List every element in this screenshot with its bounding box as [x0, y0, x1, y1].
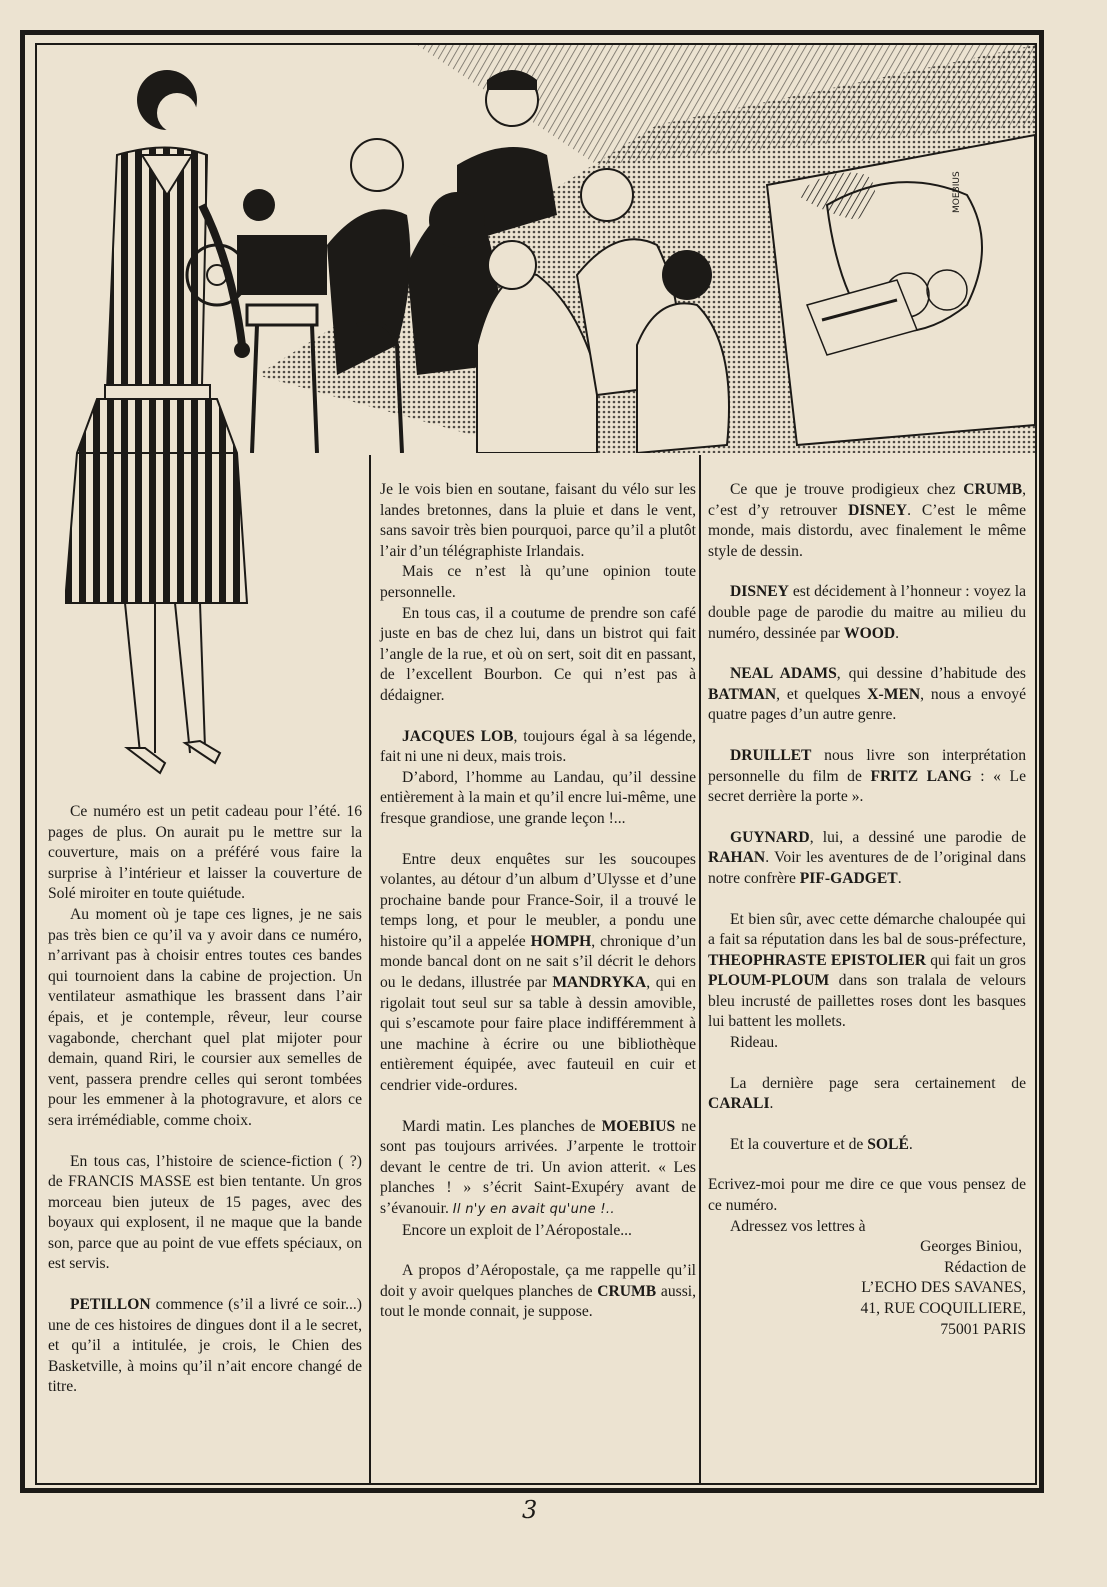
col3-paragraph: GUYNARD, lui, a dessiné une parodie de RAHAN. Voir les aventures de de l’original dans notre confrère PIF-GADGET.: [708, 828, 1026, 887]
signature-block: [708, 1237, 1026, 1340]
signature-line: 41, RUE COQUILLIERE,: [860, 1300, 1026, 1317]
col1-paragraph: Au moment où je tape ces lignes, je ne sais pas très bien ce qu’il va y avoir dans ce numéro, n’arrivant pas à choisir entres toutes ces bandes qui tournoient dans la cabine de projection. Un ventilateur asmathique les brassent dans l’air épais, et je contemple, rêveur, leur course vagabonde, cherchant quel plat mijoter pour demain, quand Riri, le coursier aux semelles de vent, passera prendre celles qui seront tombées pour les emmener à la photogravure, et alors ce sera irrémédiable, comme choix.: [48, 905, 362, 1129]
col3-paragraph: Ecrivez-moi pour me dire ce que vous pensez de ce numéro.: [708, 1176, 1026, 1215]
signature-line: Rédaction de: [944, 1258, 1026, 1276]
signature-line: 75001 PARIS: [940, 1320, 1026, 1338]
column-divider-1: [369, 455, 371, 1485]
col2-paragraph: Entre deux enquêtes sur les soucoupes volantes, au détour d’un album d’Ulysse et d’une prochaine bande pour France-Soir, il a trouvé le temps long, et pour le meubler, a pondu une histoire qu’il a appelée HOMPH, chronique d’un monde bancal dont on ne sait s’il décrit le dehors ou le dedans, illustrée par MANDRYKA, qui en rigolait tout seul sur sa table à dessin amovible, qui s’escamote pour faire place indifféremment à une machine à écrire ou une bibliothèque entièrement équipée, avec fauteuil en cuir et cendrier vide-ordures.: [380, 850, 696, 1095]
column-1: [48, 802, 362, 1398]
col3-paragraph: Ce que je trouve prodigieux chez CRUMB, c’est d’y retrouver DISNEY. C’est le même monde, mais distordu, avec finalement le même style de dessin.: [708, 481, 1026, 560]
col2-paragraph: JACQUES LOB, toujours égal à sa légende, fait ni une ni deux, mais trois.: [380, 727, 696, 766]
col2-paragraph: Mais ce n’est là qu’une opinion toute personnelle.: [380, 563, 696, 601]
col3-paragraph: DRUILLET nous livre son interprétation personnelle du film de FRITZ LANG : « Le secret derrière la porte ».: [708, 746, 1026, 806]
column-2: [380, 480, 696, 1323]
col3-paragraph: Adressez vos lettres à: [730, 1217, 866, 1235]
col1-paragraph: En tous cas, l’histoire de science-fiction ( ?) de FRANCIS MASSE est bien tentante. Un gros morceau bien juteux de 15 pages, avec des boyaux qui explosent, il ne maque que la bande son, parce que au point de vue effets spéciaux, on est servis.: [48, 1152, 362, 1273]
col2-paragraph: Mardi matin. Les planches de MOEBIUS ne sont pas toujours arrivées. J’arpente le trottoir devant le centre de tri. Un avion atterit. « Les planches ! » s’écrit Saint-Exupéry avant de s’évanouir. Il n'y en avait qu'une !..: [380, 1117, 696, 1217]
col1-paragraph: PETILLON commence (s’il a livré ce soir...) une de ces histoires de dingues dont il a le secret, et qu’il a intitulée, je crois, le Chien des Basketville, à moins qu’il n’ait encore changé de titre.: [48, 1296, 362, 1396]
col3-paragraph: Rideau.: [730, 1034, 779, 1052]
col3-paragraph: Et bien sûr, avec cette démarche chaloupée qui a fait sa réputation dans les bal de sous-préfecture, THEOPHRASTE EPISTOLIER qui fait un gros PLOUM-PLOUM dans son tralala de velours bleu incrusté de paillettes roses dont les basques lui battent les mollets.: [708, 910, 1026, 1031]
column-divider-2: [699, 455, 701, 1485]
handwritten-note: Il n'y en avait qu'une !..: [452, 1202, 615, 1217]
signature-line: L’ECHO DES SAVANES,: [861, 1279, 1026, 1297]
signature-line: Georges Biniou,: [920, 1238, 1022, 1256]
projectionist-legs: [65, 453, 265, 783]
col2-paragraph: D’abord, l’homme au Landau, qu’il dessine entièrement à la main et qu’il encre lui-même, une fresque grandiose, une grande leçon !...: [380, 768, 696, 827]
page-number: 3: [522, 1496, 538, 1524]
col3-paragraph: Et la couverture et de SOLÉ.: [730, 1135, 913, 1153]
col3-paragraph: NEAL ADAMS, qui dessine d’habitude des BATMAN, et quelques X-MEN, nous a envoyé quatre pages d’un autre genre.: [708, 665, 1026, 724]
col3-paragraph: La dernière page sera certainement de CARALI.: [708, 1074, 1026, 1113]
column-3: [708, 480, 1026, 1340]
artist-signature: MOEBIUS: [952, 171, 962, 213]
col3-paragraph: DISNEY est décidement à l’honneur : voyez la double page de parodie du maitre au milieu du numéro, dessinée par WOOD.: [708, 583, 1026, 642]
col2-paragraph: A propos d’Aéropostale, ça me rappelle qu’il doit y avoir quelques planches de CRUMB aussi, tout le monde connait, je suppose.: [380, 1262, 696, 1321]
col2-paragraph: Je le vois bien en soutane, faisant du vélo sur les landes bretonnes, dans la pluie et dans le vent, sans savoir très bien pourquoi, parce qu’il a plutôt l’air d’un télégraphiste Irlandais.: [380, 481, 696, 560]
col1-paragraph: Ce numéro est un petit cadeau pour l’été. 16 pages de plus. On aurait pu le mettre sur la couverture, mais on a préféré vous faire la surprise à l’intérieur et laisser la couverture de Solé miroiter en toute quiétude.: [48, 803, 362, 903]
header-illustration: [37, 45, 1035, 453]
col2-paragraph: Encore un exploit de l’Aéropostale...: [402, 1221, 632, 1239]
col2-paragraph: En tous cas, il a coutume de prendre son café juste en bas de chez lui, dans un bistrot qui fait l’angle de la rue, et où on sert, soit dit en passant, de l’excellent Bourbon. Ce qui n’est pas à dédaigner.: [380, 604, 696, 704]
